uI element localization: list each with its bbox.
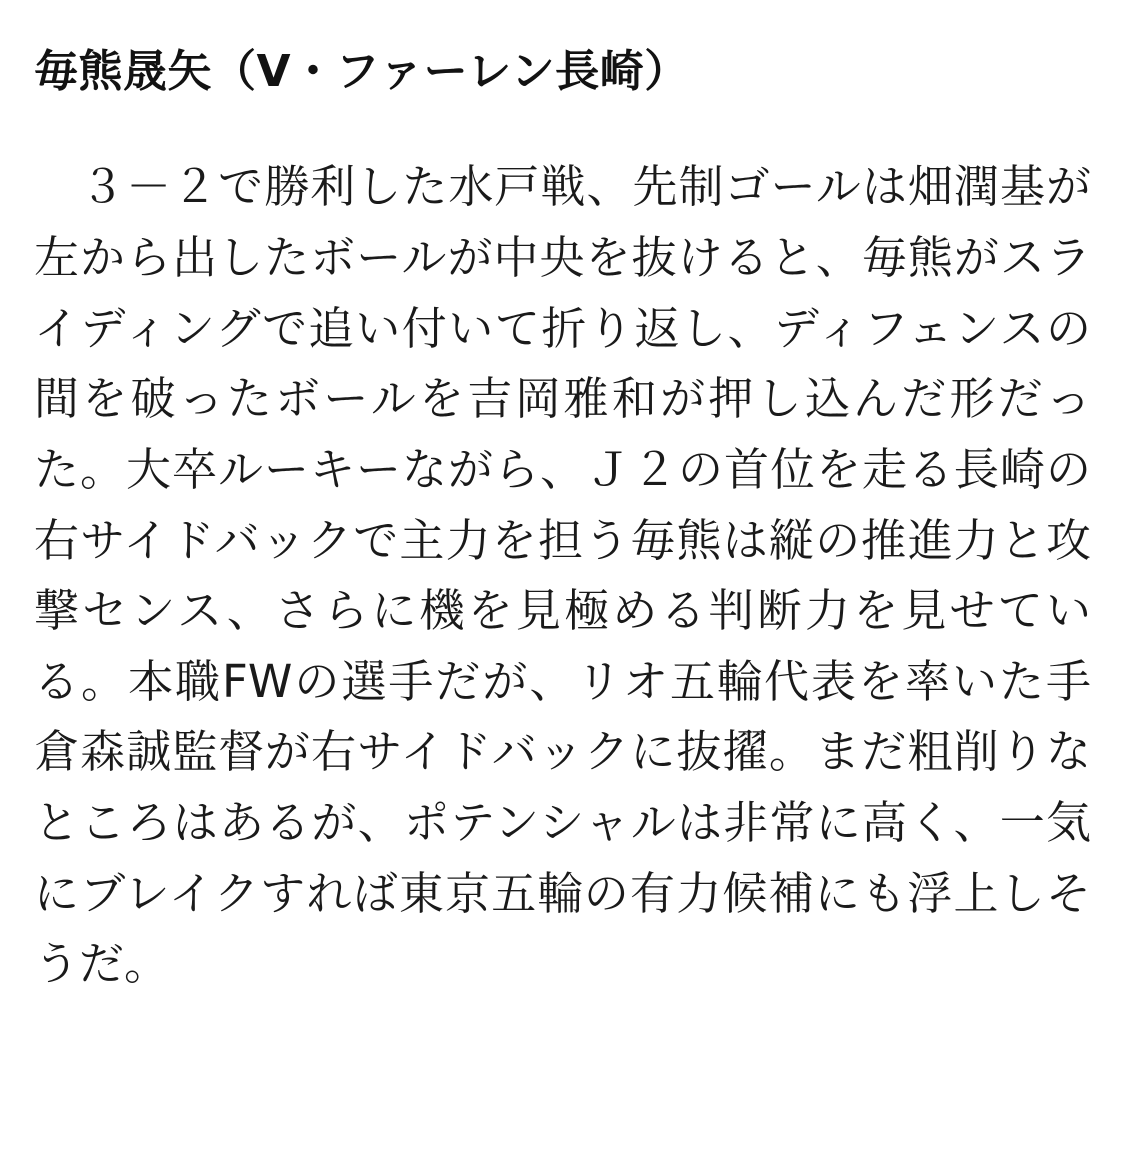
article-body-paragraph: ３－２で勝利した水戸戦、先制ゴールは畑潤基が左から出したボールが中央を抜けると、毎熊がスライディングで追い付いて折り返し、ディフェンスの間を破ったボールを吉岡雅和が押し込んだ形だった。大卒ルーキーながら、Ｊ２の首位を走る長崎の右サイドバックで主力を担う毎熊は縦の推進力と攻撃センス、さらに機を見極める判断力を見せている。本職FWの選手だが、リオ五輪代表を率いた手倉森誠監督が右サイドバックに抜擢。まだ粗削りなところはあるが、ポテンシャルは非常に高く、一気にブレイクすれば東京五輪の有力候補にも浮上しそうだ。 xyxy=(34,160,1091,991)
article-heading: 毎熊晟矢（V・ファーレン長崎） xyxy=(34,46,689,97)
